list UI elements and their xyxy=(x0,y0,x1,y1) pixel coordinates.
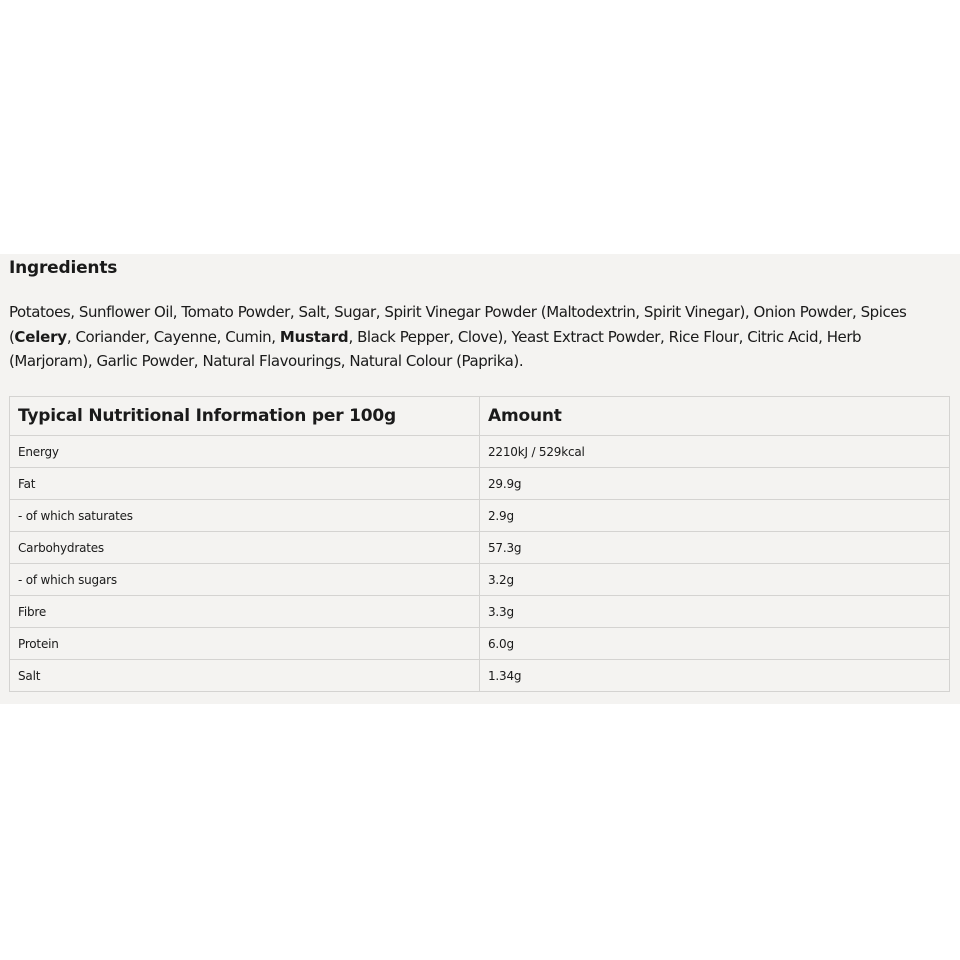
nutrient-label: - of which sugars xyxy=(10,564,480,596)
nutrient-label: Fibre xyxy=(10,596,480,628)
nutrition-header-amount: Amount xyxy=(480,397,950,436)
ingredients-text xyxy=(9,300,944,374)
nutrient-value: 29.9g xyxy=(480,468,950,500)
nutrient-label: Fat xyxy=(10,468,480,500)
nutrient-value: 3.2g xyxy=(480,564,950,596)
nutrient-value: 6.0g xyxy=(480,628,950,660)
nutrient-value: 2.9g xyxy=(480,500,950,532)
table-row xyxy=(10,468,950,500)
table-row xyxy=(10,500,950,532)
nutrition-header-label: Typical Nutritional Information per 100g xyxy=(10,397,480,436)
nutrient-label: Protein xyxy=(10,628,480,660)
nutrition-header-row xyxy=(10,397,950,436)
table-row xyxy=(10,436,950,468)
nutrient-value: 3.3g xyxy=(480,596,950,628)
ingredients-heading: Ingredients xyxy=(9,258,118,278)
nutrient-value: 2210kJ / 529kcal xyxy=(480,436,950,468)
ingredients-part: , Black Pepper, Clove), Yeast Extract Powder, Rice Flour, Citric Acid, Herb (Marjoram), Garlic Powder, Natural Flavourings, Natural Colour (Paprika). xyxy=(9,327,862,370)
table-row xyxy=(10,596,950,628)
product-info-panel xyxy=(0,254,960,704)
nutrient-label: Energy xyxy=(10,436,480,468)
nutrient-value: 1.34g xyxy=(480,660,950,692)
table-row xyxy=(10,532,950,564)
nutrient-label: Carbohydrates xyxy=(10,532,480,564)
nutrient-label: Salt xyxy=(10,660,480,692)
allergen-mustard: Mustard xyxy=(279,327,349,346)
ingredients-part: , Coriander, Cayenne, Cumin, xyxy=(66,327,280,346)
table-row xyxy=(10,564,950,596)
nutrient-value: 57.3g xyxy=(480,532,950,564)
table-row xyxy=(10,660,950,692)
allergen-celery: Celery xyxy=(14,327,67,346)
nutrient-label: - of which saturates xyxy=(10,500,480,532)
table-row xyxy=(10,628,950,660)
ingredients-part: Potatoes, Sunflower Oil, Tomato Powder, Salt, Sugar, Spirit Vinegar Powder (Maltodextrin, Spirit Vinegar), Onion Powder, Spices ( xyxy=(9,303,907,346)
nutrition-table xyxy=(9,396,950,692)
